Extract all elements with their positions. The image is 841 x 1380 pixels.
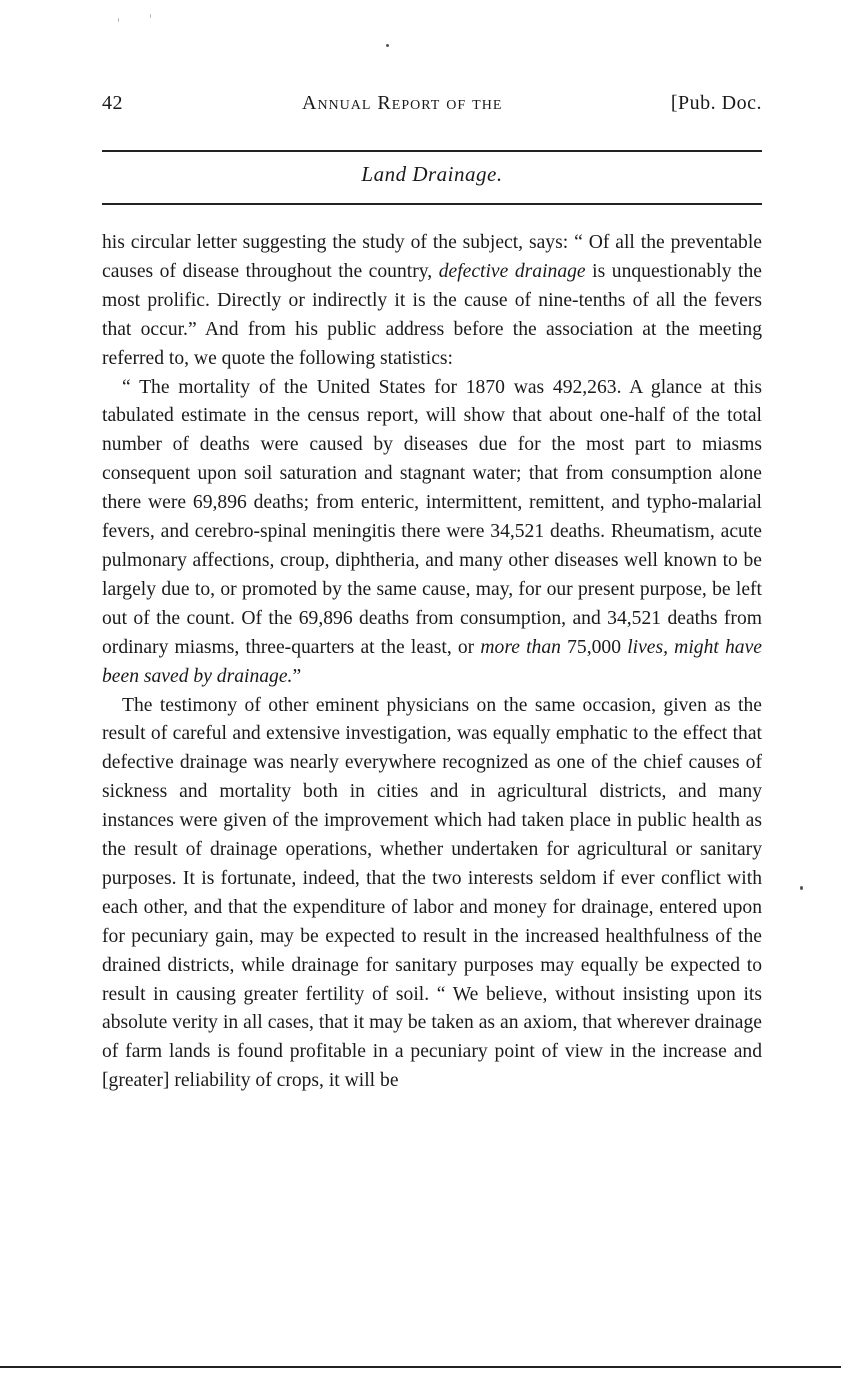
header-title: Annual Report of the bbox=[302, 92, 503, 114]
italic-text: more than bbox=[480, 636, 561, 658]
text-segment: The testimony of other eminent physicians on the same occasion, given as the result of careful and extensive investigation, was equally emphatic to the effect that defective drainage was nearly everywhere recognized as one of the chief causes of sickness and mortality both in cities and in agricultural districts, and many instances were given of the improvement which had taken place in public health as the result of drainage operations, whether undertaken for agricultural or sanitary purposes. It is fortunate, indeed, that the two interests seldom if ever conflict with each other, and that the expenditure of labor and money for drainage, entered upon for pecuniary gain, may be expected to result in the increased healthfulness of the drained districts, while drainage for sanitary purposes may equally be expected to result in causing greater fertility of soil. “ We believe, without insisting upon its absolute verity in all cases, that it may be taken as an axiom, that wherever drainage of farm lands is found profitable in a pecuniary point of view in the increase and [greater] reliability of crops, it will be bbox=[102, 694, 762, 1092]
text-segment: “ The mortality of the United States for 1870 was 492,263. A glance at this tabulated estimate in the census report, will show that about one-half of the total number of deaths were caused by diseases due for the most part to miasms consequent upon soil saturation and stagnant water; that from consumption alone there were 69,896 deaths; from enteric, intermittent, remittent, and typho-malarial fevers, and cerebro-spinal meningitis there were 34,521 deaths. Rheumatism, acute pulmonary affections, croup, diphtheria, and many other diseases well known to be largely due to, or promoted by the same cause, may, for our present purpose, be left out of the count. Of the 69,896 deaths from consumption, and 34,521 deaths from ordinary miasms, three-quarters at the least, or bbox=[102, 376, 762, 658]
scan-speck bbox=[118, 18, 119, 22]
header-rule bbox=[102, 150, 762, 152]
page-number: 42 bbox=[102, 92, 123, 114]
text-segment: is unquestionably the most prolific. Directly or indirectly it is the cause of nine-tenths of all the fevers that occur.” And from his public address before the association at the meeting referred to, we quote the following statistics: bbox=[102, 260, 762, 369]
text-segment: ” bbox=[292, 665, 302, 687]
paragraph bbox=[102, 374, 762, 692]
text-segment: his circular letter suggesting the study of the subject, says: “ Of all the preventable causes of disease throughout the country, bbox=[102, 232, 762, 282]
page-bottom-edge bbox=[0, 1366, 841, 1380]
scan-speck bbox=[150, 14, 151, 18]
body-text bbox=[102, 229, 762, 1096]
italic-text: lives, might have been saved by drainage. bbox=[102, 636, 762, 687]
section-subtitle: Land Drainage. bbox=[361, 162, 503, 186]
paragraph bbox=[102, 229, 762, 374]
text-segment: 75,000 bbox=[560, 636, 628, 658]
scan-speck bbox=[800, 886, 803, 890]
italic-text: defective drainage bbox=[438, 260, 586, 282]
scan-speck bbox=[386, 44, 389, 47]
running-header bbox=[102, 92, 762, 124]
paragraph bbox=[102, 692, 762, 1097]
doc-label: [Pub. Doc. bbox=[670, 92, 762, 114]
subtitle-rule bbox=[102, 203, 762, 205]
